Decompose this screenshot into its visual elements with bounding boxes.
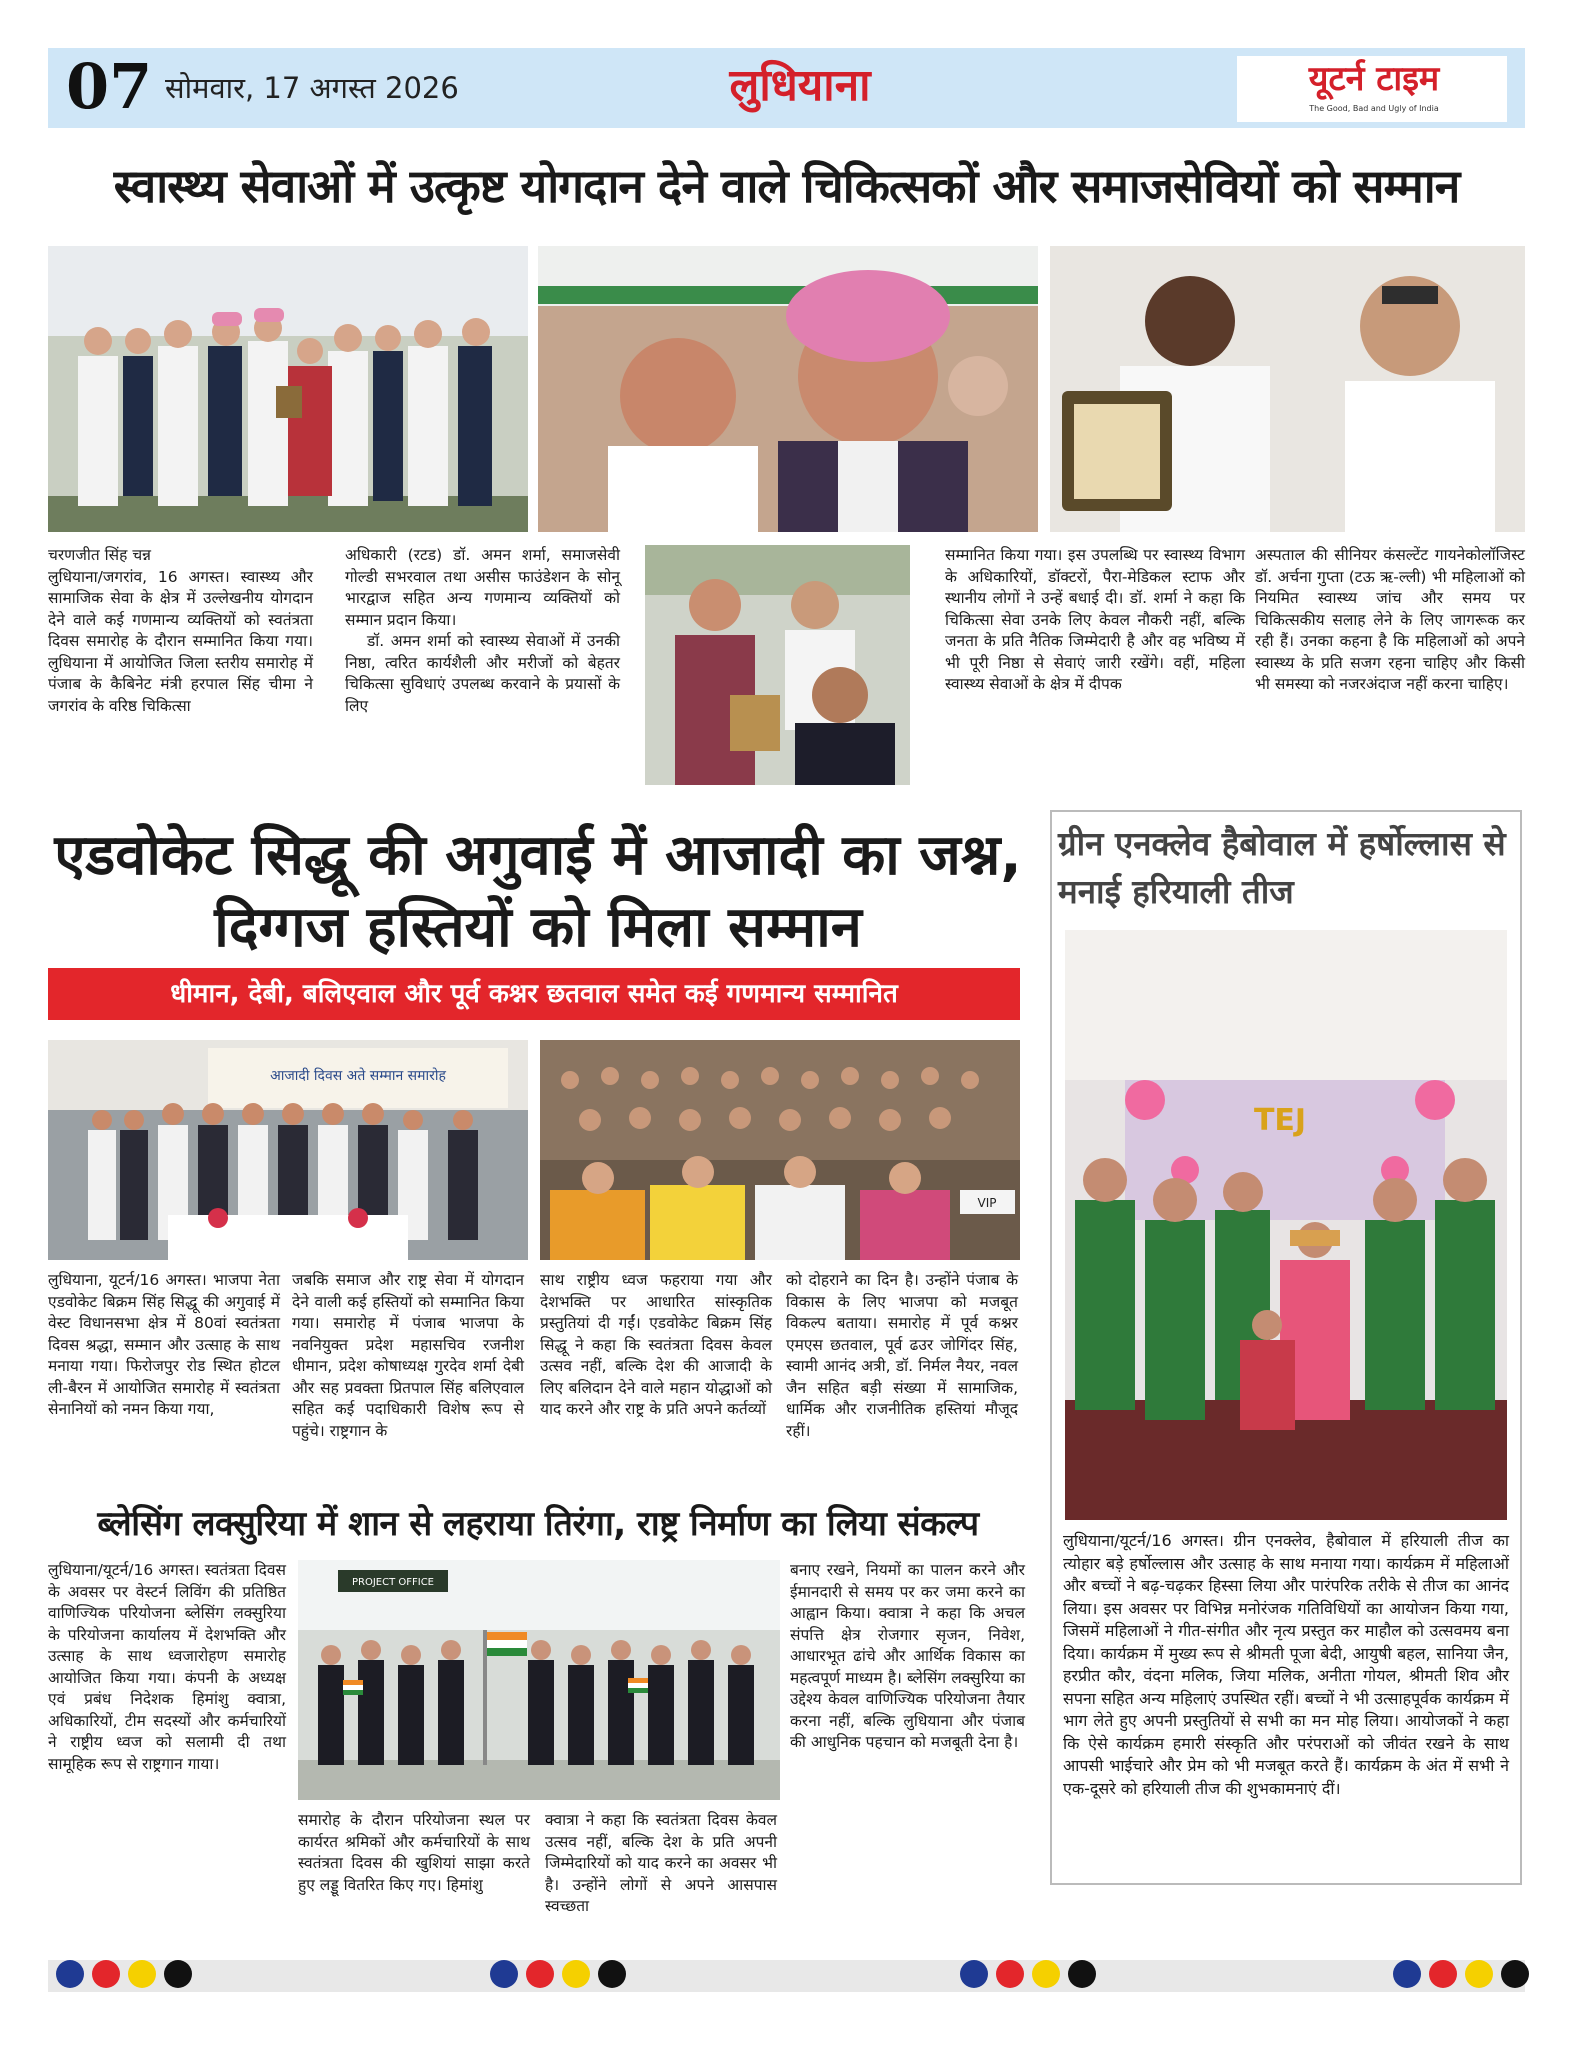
story1-byline: चरणजीत सिंह चन्न (48, 546, 151, 564)
dot-red (1429, 1960, 1457, 1988)
story2-photo-stage (48, 1040, 528, 1260)
story1-photo-award-group (48, 246, 528, 532)
dot-black (1501, 1960, 1529, 1988)
story2-col2-text: जबकि समाज और राष्ट्र सेवा में योगदान देने वाली कई हस्तियों को सम्मानित किया गया। समारोह में पंजाब भाजपा के नवनियुक्त प्रदेश महासचिव रजनीश धीमान, प्रदेश कोषाध्यक्ष गुरदेव शर्मा देबी और सह प्रवक्ता प्रितपाल सिंह बलिएवाल सहित कई पदाधिकारी विशेष रूप से पहुंचे। राष्ट्रगान के (292, 1271, 524, 1440)
page-number: 07 (66, 50, 153, 123)
page-date: सोमवार, 17 अगस्त 2026 (165, 71, 459, 105)
story1-col2a-text: अधिकारी (रटड) डॉ. अमन शर्मा, समाजसेवी गोल्डी सभरवाल तथा असीस फाउंडेशन के सोनू भारद्वाज सहित अन्य गणमान्य व्यक्तियों को सम्मान प्रदान किया। (345, 546, 620, 629)
story3-col1 (48, 1560, 286, 1900)
story1-col1 (48, 545, 313, 785)
dot-yellow (1465, 1960, 1493, 1988)
story2-subheadline-banner (48, 968, 1020, 1020)
dot-blue (56, 1960, 84, 1988)
story3-col3-text: क्वात्रा ने कहा कि स्वतंत्रता दिवस केवल उत्सव नहीं, बल्कि देश के प्रति अपनी जिम्मेदारियों को याद करने का अवसर भी है। उन्होंने लोगों से अपने आसपास स्वच्छता (545, 1811, 777, 1915)
dot-yellow (128, 1960, 156, 1988)
story1-col4-text: अस्पताल की सीनियर कंसल्टेंट गायनेकोलॉजिस्ट डॉ. अर्चना गुप्ता (टऊ ऋ-ल्ली) भी महिलाओं को नियमित स्वास्थ्य जांच और समय पर चिकित्सकीय सलाह लेने के लिए जागरूक कर रही हैं। उनका कहना है कि महिलाओं को अपने स्वास्थ्य के प्रति सजग रहना चाहिए और किसी भी समस्या को नजरअंदाज नहीं करना चाहिए। (1255, 546, 1525, 693)
teej-decor-letters: TEJ (1253, 1103, 1307, 1138)
sidebar-text (1063, 1530, 1509, 1800)
footer-dots-center-left (490, 1960, 626, 1992)
story1-col1-text: लुधियाना/जगरांव, 16 अगस्त। स्वास्थ्य और सामाजिक सेवा के क्षेत्र में उल्लेखनीय योगदान देने वाले कई गणमान्य व्यक्तियों को स्वतंत्रता दिवस समारोह के दौरान सम्मानित किया गया। लुधियाना में आयोजित जिला स्तरीय समारोह में पंजाब के कैबिनेट मंत्री हरपाल सिंह चीमा ने जगरांव के वरिष्ठ चिकित्सा (48, 567, 313, 715)
vip-sign: VIP (977, 1196, 997, 1210)
footer-bar (48, 1960, 1525, 1992)
story1-photo-closeup (538, 246, 1038, 532)
story2-col3-text: साथ राष्ट्रीय ध्वज फहराया गया और देशभक्ति पर आधारित सांस्कृतिक प्रस्तुतियां दी गईं। एडवोकेट बिक्रम सिंह सिद्धू ने कहा कि स्वतंत्रता दिवस केवल उत्सव नहीं, बल्कि देश की आजादी के लिए बलिदान देने वाले महान योद्धाओं को याद करने और राष्ट्र के प्रति अपने कर्तव्यों (540, 1271, 772, 1418)
story3-photo-flag-group (298, 1560, 780, 1800)
dot-blue (960, 1960, 988, 1988)
dot-blue (1393, 1960, 1421, 1988)
story1-col2b-text: डॉ. अमन शर्मा को स्वास्थ्य सेवाओं में उनकी निष्ठा, त्वरित कार्यशैली और मरीजों को बेहतर चिकित्सा सुविधाएं उपलब्ध करवाने के प्रयासों के लिए (345, 632, 620, 715)
dot-black (598, 1960, 626, 1988)
sidebar-text-body: लुधियाना/यूटर्न/16 अगस्त। ग्रीन एनक्लेव, हैबोवाल में हरियाली तीज का त्योहार बड़े हर्षोल्लास और उत्साह के साथ मनाया गया। कार्यक्रम में महिलाओं और बच्चों ने बढ़-चढ़कर हिस्सा लिया और पारंपरिक तरीके से तीज का आनंद लिया। इस अवसर पर विभिन्न मनोरंजक गतिविधियों का आयोजन किया गया, जिसमें महिलाओं ने गीत-संगीत और नृत्य प्रस्तुत कर माहौल को उत्सवमय बना दिया। कार्यक्रम में मुख्य रूप से श्रीमती पूजा बेदी, आयुषी बहल, सानिया जैन, हरप्रीत कौर, वंदना मलिक, जिया मलिक, अनीता गोयल, श्रीमती शिव और सपना सहित अन्य महिलाएं उपस्थित रहीं। बच्चों ने भी उत्साहपूर्वक कार्यक्रम में भाग लेते हुए अपनी प्रस्तुतियों से सभी का मन मोह लिया। आयोजकों ने कहा कि ऐसे कार्यक्रम हमारी संस्कृति और परंपराओं को जीवंत रखने के साथ आपसी भाईचारे और प्रेम को भी मजबूत करते हैं। कार्यक्रम के अंत में सभी ने एक-दूसरे को हरियाली तीज की शुभकामनाएं दीं। (1063, 1531, 1509, 1798)
sidebar-headline: ग्रीन एनक्लेव हैबोवाल में हर्षोल्लास से मनाई हरियाली तीज (1058, 824, 1506, 911)
story2-subheadline: धीमान, देबी, बलिएवाल और पूर्व कश्नर छतवाल समेत कई गणमान्य सम्मानित (170, 979, 898, 1009)
story1-col3 (945, 545, 1245, 785)
footer-dots-left (56, 1960, 192, 1992)
story1-col2 (345, 545, 620, 785)
story1-photo-certificate (1050, 246, 1525, 532)
story2-col4 (786, 1270, 1018, 1495)
project-office-sign: PROJECT OFFICE (351, 1577, 435, 1588)
dot-red (996, 1960, 1024, 1988)
footer-dots-center-right (960, 1960, 1096, 1992)
story3-col2-text: समारोह के दौरान परियोजना स्थल पर कार्यरत श्रमिकों और कर्मचारियों के साथ स्वतंत्रता दिवस की खुशियां साझा करते हुए लड्डू वितरित किए गए। हिमांशु (298, 1811, 530, 1894)
story2-col1 (48, 1270, 280, 1495)
story1-col4 (1255, 545, 1525, 785)
story2-headline: एडवोकेट सिद्धू की अगुवाई में आजादी का जश्न, दिग्गज हस्तियों को मिला सम्मान (54, 823, 1022, 960)
story3-col1-text: लुधियाना/यूटर्न/16 अगस्त। स्वतंत्रता दिवस के अवसर पर वेस्टर्न लिविंग की प्रतिष्ठित वाणिज्यिक परियोजना ब्लेसिंग लक्सुरिया के परियोजना कार्यालय में देशभक्ति और उत्साह के साथ ध्वजारोहण समारोह आयोजित किया गया। कंपनी के अध्यक्ष एवं प्रबंध निदेशक हिमांशु क्वात्रा, अधिकारियों, टीम सदस्यों और कर्मचारियों ने राष्ट्रीय ध्वज को सलामी दी तथा सामूहिक रूप से राष्ट्रगान गाया। (48, 1561, 286, 1773)
sidebar-photo-teej (1065, 930, 1507, 1520)
story3-col4-text: बनाए रखने, नियमों का पालन करने और ईमानदारी से समय पर कर जमा करने का आह्वान किया। क्वात्रा ने कहा कि अचल संपत्ति क्षेत्र रोजगार सृजन, निवेश, आधारभूत ढांचे और आर्थिक विकास का महत्वपूर्ण माध्यम है। ब्लेसिंग लक्सुरिया का उद्देश्य केवल वाणिज्यिक परियोजना तैयार करना नहीं, बल्कि लुधियाना और पंजाब की आधुनिक पहचान को मजबूती देना है। (790, 1561, 1025, 1751)
dot-red (526, 1960, 554, 1988)
story3-col4 (790, 1560, 1025, 1900)
stage-banner-text: आजादी दिवस अते सम्मान समारोह (270, 1068, 446, 1084)
newspaper-tagline: The Good, Bad and Ugly of India (1309, 104, 1439, 113)
dot-blue (490, 1960, 518, 1988)
story2-photo-audience (540, 1040, 1020, 1260)
dot-red (92, 1960, 120, 1988)
story3-headline: ब्लेसिंग लक्सुरिया में शान से लहराया तिरंगा, राष्ट्र निर्माण का लिया संकल्प (97, 1504, 979, 1544)
story1-col3-text: सम्मानित किया गया। इस उपलब्धि पर स्वास्थ्य विभाग के अधिकारियों, डॉक्टरों, पैरा-मेडिकल स्टाफ और स्थानीय लोगों ने उन्हें बधाई दी। डॉ. शर्मा ने कहा कि चिकित्सा सेवा उनके लिए केवल नौकरी नहीं, बल्कि जनता के प्रति नैतिक जिम्मेदारी है और वह भविष्य में भी पूरी निष्ठा से सेवाएं जारी रखेंगे। वहीं, महिला स्वास्थ्य सेवाओं के क्षेत्र में दीपक (945, 546, 1245, 693)
story1-headline: स्वास्थ्य सेवाओं में उत्कृष्ट योगदान देने वाले चिकित्सकों और समाजसेवियों को सम्मान (113, 159, 1460, 213)
story2-col2 (292, 1270, 524, 1495)
story2-col3 (540, 1270, 772, 1495)
newspaper-name: यूटर्न टाइम (1308, 59, 1440, 99)
dot-black (164, 1960, 192, 1988)
story2-col4-text: को दोहराने का दिन है। उन्होंने पंजाब के विकास के लिए भाजपा को मजबूत विकल्प बताया। समारोह में पूर्व कश्नर एमएस छतवाल, पूर्व ढउर जोगिंदर सिंह, स्वामी आनंद अत्री, डॉ. निर्मल नैयर, नवल जैन सहित बड़ी संख्या में सामाजिक, धार्मिक और राजनीतिक हस्तियां मौजूद रहीं। (786, 1271, 1018, 1440)
dot-yellow (562, 1960, 590, 1988)
city-section-title: लुधियाना (729, 60, 871, 111)
story3-col2 (298, 1810, 530, 1905)
story2-col1-text: लुधियाना, यूटर्न/16 अगस्त। भाजपा नेता एडवोकेट बिक्रम सिंह सिद्धू की अगुवाई में वेस्ट विधानसभा क्षेत्र में 80वां स्वतंत्रता दिवस श्रद्धा, सम्मान और उत्साह के साथ मनाया गया। फिरोजपुर रोड स्थित होटल ली-बैरन में आयोजित समारोह में स्वतंत्रता सेनानियों को नमन किया गया, (48, 1271, 280, 1418)
story1-photo-plaque (645, 545, 910, 785)
dot-black (1068, 1960, 1096, 1988)
footer-dots-right (1393, 1960, 1529, 1992)
story3-col3 (545, 1810, 777, 1915)
dot-yellow (1032, 1960, 1060, 1988)
